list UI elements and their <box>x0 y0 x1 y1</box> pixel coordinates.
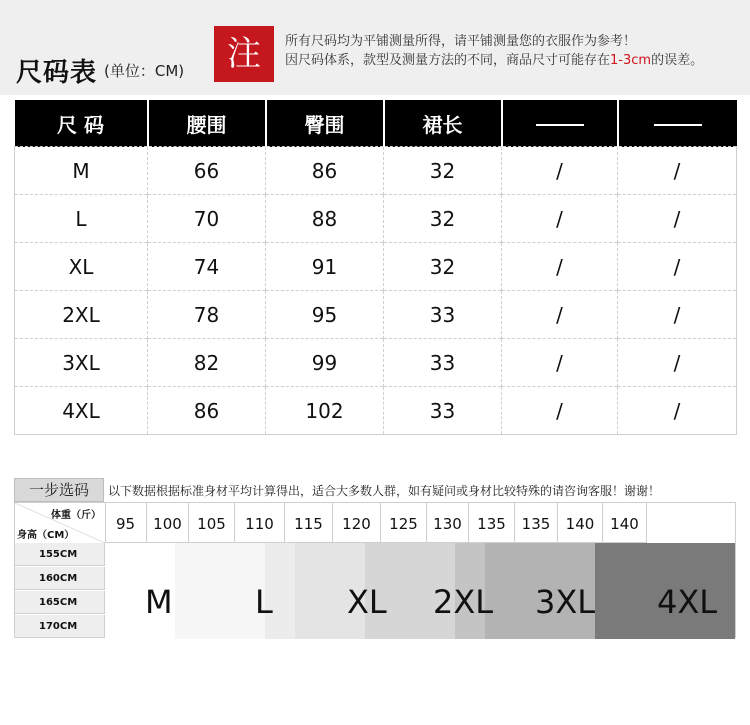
weight-cell: 110 <box>235 503 285 543</box>
table-row <box>15 387 737 435</box>
weight-cell: 130 <box>427 503 469 543</box>
size-zone-label: 2XL <box>433 583 494 621</box>
table-cell-length: 33 <box>384 387 502 435</box>
page-title: 尺码表 <box>16 58 98 88</box>
header-blank-2 <box>618 100 737 147</box>
table-cell-size: 2XL <box>15 291 148 339</box>
note-line-2 <box>285 51 745 70</box>
grid-corner <box>15 503 106 544</box>
weight-cell: 135 <box>515 503 558 543</box>
table-cell-size: XL <box>15 243 148 291</box>
weight-cell: 115 <box>285 503 333 543</box>
header-hip: 臀围 <box>266 100 384 147</box>
table-cell-c6: / <box>618 195 737 243</box>
table-cell-c6: / <box>618 387 737 435</box>
weight-cell: 120 <box>333 503 381 543</box>
advice-text: 以下数据根据标准身材平均计算得出，适合大多数人群，如有疑问或身材比较特殊的请咨询客服！谢谢！ <box>108 484 661 498</box>
size-zone-label: L <box>255 583 273 621</box>
header-blank-1 <box>502 100 618 147</box>
header-size: 尺 码 <box>15 100 148 147</box>
table-cell-length: 32 <box>384 147 502 195</box>
weight-cell: 125 <box>381 503 427 543</box>
table-cell-length: 32 <box>384 243 502 291</box>
table-cell-size: 3XL <box>15 339 148 387</box>
table-row <box>15 195 737 243</box>
dash-icon <box>654 124 702 126</box>
table-cell-c6: / <box>618 147 737 195</box>
size-zone-label: XL <box>347 583 387 621</box>
table-row <box>15 339 737 387</box>
table-cell-c5: / <box>502 243 618 291</box>
table-cell-waist: 74 <box>148 243 266 291</box>
note-line-2-pre: 因尺码体系，款型及测量方法的不同，商品尺寸可能存在 <box>285 53 611 68</box>
table-cell-c5: / <box>502 147 618 195</box>
weight-axis-label: 体重（斤） <box>51 510 101 521</box>
height-axis-label: 身高（CM） <box>17 530 75 541</box>
size-table <box>14 100 737 435</box>
height-cell: 160CM <box>15 567 105 590</box>
header-waist: 腰围 <box>148 100 266 147</box>
size-zone-label: 3XL <box>535 583 596 621</box>
table-cell-length: 32 <box>384 195 502 243</box>
height-cell: 155CM <box>15 543 105 566</box>
table-cell-hip: 86 <box>266 147 384 195</box>
table-cell-length: 33 <box>384 291 502 339</box>
table-cell-size: L <box>15 195 148 243</box>
size-guide-grid <box>14 502 736 638</box>
table-cell-waist: 78 <box>148 291 266 339</box>
table-cell-c6: / <box>618 243 737 291</box>
table-cell-c6: / <box>618 339 737 387</box>
table-cell-waist: 66 <box>148 147 266 195</box>
table-cell-waist: 70 <box>148 195 266 243</box>
weight-cell: 135 <box>469 503 515 543</box>
size-zone-label: 4XL <box>657 583 718 621</box>
table-cell-hip: 95 <box>266 291 384 339</box>
table-cell-size: 4XL <box>15 387 148 435</box>
height-cell: 165CM <box>15 591 105 614</box>
height-cell: 170CM <box>15 615 105 638</box>
table-cell-c6: / <box>618 291 737 339</box>
size-zone-fill <box>175 543 265 639</box>
note-line-1: 所有尺码均为平铺测量所得，请平铺测量您的衣服作为参考！ <box>285 34 637 49</box>
table-cell-c5: / <box>502 339 618 387</box>
table-cell-waist: 82 <box>148 339 266 387</box>
weight-cell: 105 <box>189 503 235 543</box>
table-row <box>15 243 737 291</box>
unit-label: (单位：CM) <box>104 62 185 80</box>
size-table-header <box>15 100 737 147</box>
note-text <box>285 32 745 70</box>
table-row <box>15 147 737 195</box>
note-line-2-post: 的误差。 <box>651 53 704 68</box>
size-zone-label: M <box>145 583 173 621</box>
table-cell-hip: 99 <box>266 339 384 387</box>
note-badge: 注 <box>214 26 274 82</box>
header-length: 裙长 <box>384 100 502 147</box>
table-cell-c5: / <box>502 387 618 435</box>
table-cell-hip: 102 <box>266 387 384 435</box>
weight-cell: 100 <box>147 503 189 543</box>
step-label: 一步选码 <box>14 478 104 502</box>
table-cell-hip: 91 <box>266 243 384 291</box>
weight-cell: 95 <box>105 503 147 543</box>
table-row <box>15 291 737 339</box>
table-cell-length: 33 <box>384 339 502 387</box>
table-cell-waist: 86 <box>148 387 266 435</box>
table-cell-hip: 88 <box>266 195 384 243</box>
table-cell-c5: / <box>502 195 618 243</box>
dash-icon <box>536 124 584 126</box>
table-cell-size: M <box>15 147 148 195</box>
note-highlight: 1-3cm <box>610 53 652 68</box>
table-cell-c5: / <box>502 291 618 339</box>
weight-cell: 140 <box>603 503 647 543</box>
weight-cell: 140 <box>558 503 603 543</box>
